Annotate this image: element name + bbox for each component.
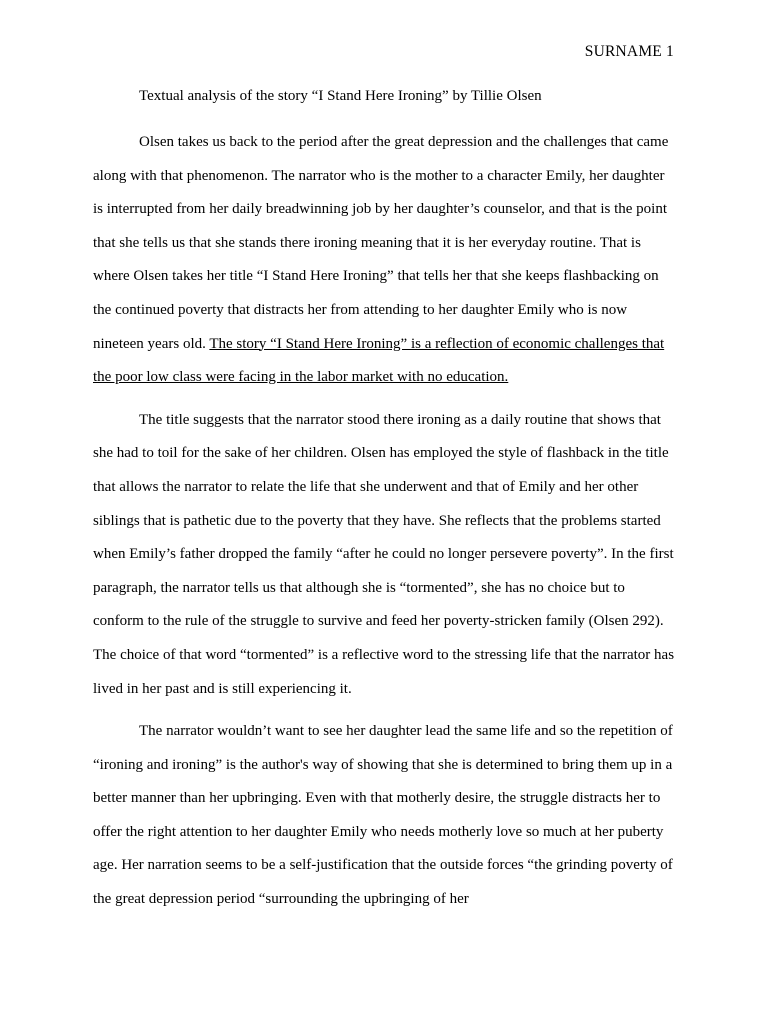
document-body	[93, 84, 675, 917]
thesis-statement: The story “I Stand Here Ironing” is a reflection of economic challenges that the poor low class were facing in the labor market with no education.	[93, 335, 665, 386]
paragraph-repetition-analysis: The narrator wouldn’t want to see her daughter lead the same life and so the repetition of “ironing and ironing” is the author's way of showing that she is determined to bring them up in a better manner than her upbringing. Even with that motherly desire, the struggle distracts her to offer the right attention to her daughter Emily who needs motherly love so much at her puberty age. Her narration seems to be a self-justification that the outside forces “the grinding poverty of the great depression period “surrounding the upbringing of her	[93, 723, 673, 908]
paragraph-intro	[93, 126, 675, 395]
essay-title: Textual analysis of the story “I Stand Here Ironing” by Tillie Olsen	[139, 88, 542, 104]
paragraph-intro-text: Olsen takes us back to the period after the great depression and the challenges that came along with that phenomenon. The narrator who is the mother to a character Emily, her daughter is interrupted from her daily breadwinning job by her daughter’s counselor, and that is the point that she tells us that she stands there ironing meaning that it is her everyday routine. That is where Olsen takes her title “I Stand Here Ironing” that tells her that she keeps flashbacking on the continued poverty that distracts her from attending to her daughter Emily who is now nineteen years old.	[93, 134, 669, 352]
paragraph-title-analysis: The title suggests that the narrator stood there ironing as a daily routine that shows that she had to toil for the sake of her children. Olsen has employed the style of flashback in the title that allows the narrator to relate the life that she underwent and that of Emily and her other siblings that is pathetic due to the poverty that they have. She reflects that the problems started when Emily’s father dropped the family “after he could no longer persevere poverty”. In the first paragraph, the narrator tells us that although she is “tormented”, she has no choice but to conform to the rule of the struggle to survive and feed her poverty-stricken family (Olsen 292). The choice of that word “tormented” is a reflective word to the stressing life that the narrator has lived in her past and is still experiencing it.	[93, 411, 675, 697]
running-head: SURNAME 1	[584, 43, 674, 60]
